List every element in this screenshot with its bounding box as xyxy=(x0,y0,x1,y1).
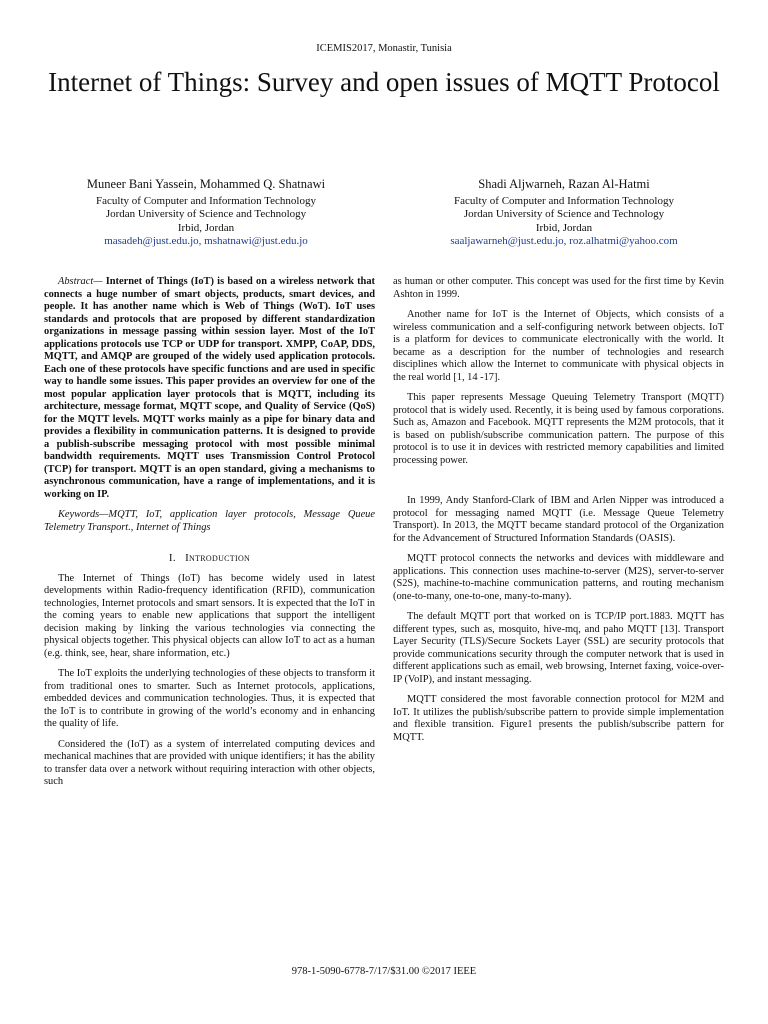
abstract-text: Internet of Things (IoT) is based on a wireless network that connects a huge number of smart objects, products, smart devices, and people. It has another name which is Web of Things (WoT). IoT uses standards and protocols that are proposed by different standardization organizations in message passing within session layer. Most of the IoT applications protocols use TCP or UDP for transport. XMPP, CoAP, DDS, MQTT, and AMQP are grouped of the widely used application protocols. Each one of these protocols have specific functions and are used in specific way to handle some issues. This paper provides an overview for one of the most popular application layer protocols that is MQTT, including its architecture, message format, MQTT scope, and Quality of Service (QoS) for the MQTT levels. MQTT works mainly as a pipe for binary data and provides a flexibility in communication patterns. It is designed to provide a publish-subscribe messaging protocol with most possible minimal bandwidth requirements. MQTT uses Transmission Control Protocol (TCP) for transport. MQTT is an open standard, giving a mechanisms to asynchronous communication, have a range of implementations, and it is working on IP. xyxy=(44,276,375,500)
section-title: Introduction xyxy=(185,552,251,564)
author-names: Muneer Bani Yassein, Mohammed Q. Shatnawi xyxy=(86,177,326,191)
paragraph: The Internet of Things (IoT) has become widely used in latest developments within Radio-frequency identification (RFID), communication technologies, Internet protocols and smart sensors. It is expected that the IoT in the coming years to enable new applications that support the intelligent decision making by linking the various technologies via connecting the physical objects together. This physical objects can allow IoT to act as a human (e.g. think, see, hear, share information, etc.) xyxy=(44,572,375,659)
paragraph: as human or other computer. This concept was used for the first time by Kevin Ashton in 1999. xyxy=(393,276,724,300)
paper-title: Internet of Things: Survey and open issues of MQTT Protocol xyxy=(48,67,720,97)
copyright-footer: 978-1-5090-6778-7/17/$31.00 ©2017 IEEE xyxy=(291,966,477,977)
author-location: Irbid, Jordan xyxy=(535,221,593,234)
paragraph: MQTT considered the most favorable connection protocol for M2M and IoT. It utilizes the publish/subscribe pattern to provide simple implementation and flexible transition. Figure1 presents the publish/subscribe pattern for MQTT. xyxy=(393,694,724,743)
paragraph: Considered the (IoT) as a system of interrelated computing devices and mechanical machines that are provided with unique identifiers; it has the ability to transfer data over a network without requiring interaction with other objects, such xyxy=(44,738,375,787)
section-heading xyxy=(44,552,375,565)
author-emails[interactable]: masadeh@just.edu.jo, mshatnawi@just.edu.jo xyxy=(104,235,308,248)
author-emails[interactable]: saaljawarneh@just.edu.jo, roz.alhatmi@yahoo.com xyxy=(450,235,678,248)
conference-header: ICEMIS2017, Monastir, Tunisia xyxy=(316,43,452,54)
paragraph: In 1999, Andy Stanford-Clark of IBM and Arlen Nipper was introduced a protocol for messaging named MQTT (i.e. Message Queue Telemetry Transport). In 2013, the MQTT became standard protocol of the Organization for the Advancement of Structured Information Standards (OASIS). xyxy=(393,495,724,544)
author-block-1 xyxy=(36,178,376,249)
abstract-lead: Abstract— xyxy=(58,276,103,287)
paragraph: This paper represents Message Queuing Telemetry Transport (MQTT) protocol that is widely used. Recently, it is being used by famous corporations. Such as, Amazon and Facebook. MQTT represents the M2M protocols, that it is based on publish/subscribe communication pattern. The purpose of this protocol is to use it in devices with restricted memory capabilities and limited processing power. xyxy=(393,392,724,466)
author-university: Jordan University of Science and Technology xyxy=(105,208,307,221)
author-university: Jordan University of Science and Technology xyxy=(463,208,665,221)
author-faculty: Faculty of Computer and Information Technology xyxy=(454,194,674,207)
section-number: I. xyxy=(168,552,176,564)
paragraph: The IoT exploits the underlying technologies of these objects to transform it from traditional ones to smarter. Such as Internet protocols, applications, embedded devices and communication technologies. Thus, it is expected that the IoT is to contribute in growing of the world’s economy and in enhancing the quality of life. xyxy=(44,668,375,729)
left-column xyxy=(44,276,375,797)
paragraph: Another name for IoT is the Internet of Objects, which consists of a wireless communication and a self-configuring network between objects. IoT is a platform for devices to communicate electronically with the world. It became as a description for the number of technologies and research disciplines which allow the Internet to communicate with physical objects in the real world [1, 14 -17]. xyxy=(393,309,724,383)
paragraph: The default MQTT port that worked on is TCP/IP port.1883. MQTT has different types, such as, mosquito, hive-mq, and paho MQTT [13]. Transport Layer Security (TLS)/Secure Sockets Layer (SSL) are security protocols that provide communications security through the computer network that is used in different applications such as email, web browsing, Internet faxing, voice-over-IP (VoIP), and instant messaging. xyxy=(393,611,724,685)
abstract xyxy=(44,276,375,501)
author-block-2 xyxy=(394,178,734,249)
author-location: Irbid, Jordan xyxy=(177,221,235,234)
right-column xyxy=(393,276,724,752)
author-names: Shadi Aljwarneh, Razan Al-Hatmi xyxy=(478,177,650,191)
author-faculty: Faculty of Computer and Information Technology xyxy=(96,194,316,207)
column-gap xyxy=(393,475,724,495)
keywords: Keywords—MQTT, IoT, application layer protocols, Message Queue Telemetry Transport., Internet of Things xyxy=(44,509,375,533)
paragraph: MQTT protocol connects the networks and devices with middleware and applications. This connection uses machine-to-server (M2S), server-to-server (S2S), machine-to-machine communication patterns, and routing mechanism (one-to-many, one-to-one, many-to-many). xyxy=(393,553,724,602)
